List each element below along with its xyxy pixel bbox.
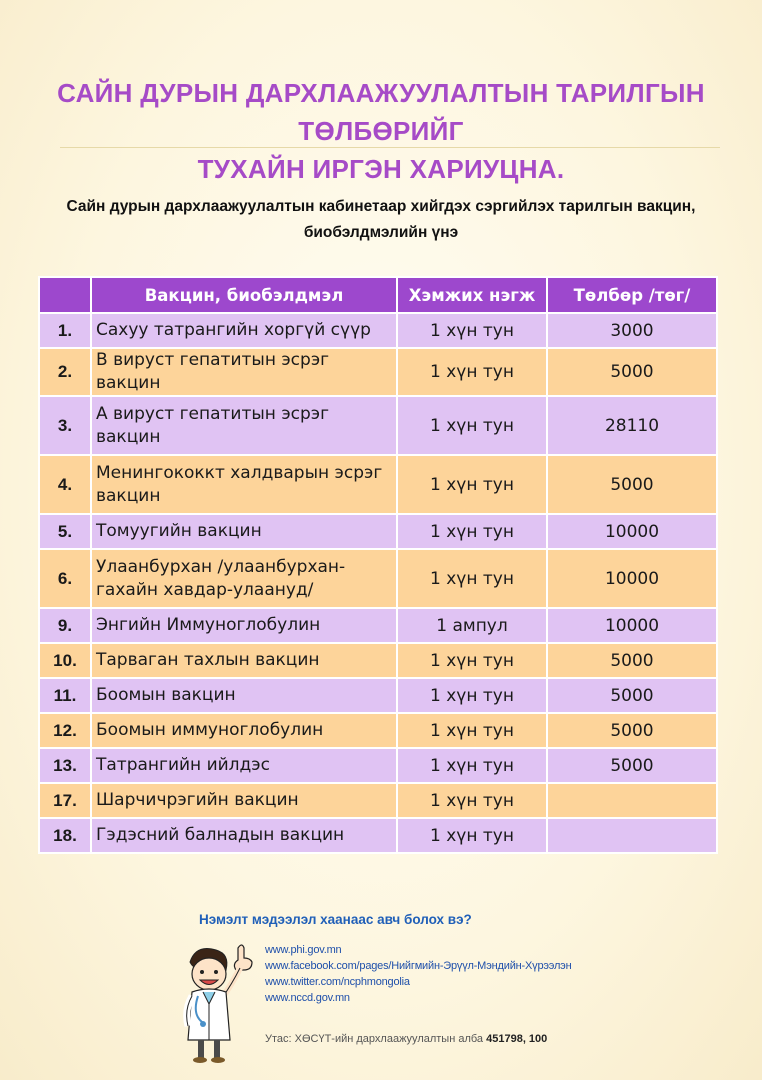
- header-vaccine: Вакцин, биобэлдмэл: [91, 277, 397, 313]
- phone-label: Утас: ХӨСҮТ-ийн дархлаажуулалтын алба: [265, 1033, 484, 1045]
- row-vaccine-name: Улаанбурхан /улаанбурхан-гахайн хавдар-улаануд/: [91, 549, 397, 608]
- info-links: [265, 942, 571, 1006]
- table-row: [39, 643, 717, 678]
- row-number: 4.: [39, 455, 91, 514]
- row-price: 5000: [547, 678, 717, 713]
- row-vaccine-name: Боомын вакцин: [91, 678, 397, 713]
- row-price: [547, 818, 717, 853]
- row-number: 6.: [39, 549, 91, 608]
- row-unit: 1 ампул: [397, 608, 547, 643]
- row-vaccine-name: Сахуу татрангийн хоргүй сүүр: [91, 313, 397, 348]
- row-vaccine-name: А вируст гепатитын эсрэг вакцин: [91, 396, 397, 455]
- doctor-illustration-icon: [172, 940, 264, 1066]
- row-vaccine-name: Татрангийн ийлдэс: [91, 748, 397, 783]
- row-price: 5000: [547, 643, 717, 678]
- row-unit: 1 хүн тун: [397, 313, 547, 348]
- row-unit: 1 хүн тун: [397, 549, 547, 608]
- row-number: 12.: [39, 713, 91, 748]
- phone-number: 451798, 100: [486, 1033, 548, 1045]
- header-unit: Хэмжих нэгж: [397, 277, 547, 313]
- row-vaccine-name: Боомын иммуноглобулин: [91, 713, 397, 748]
- header-number: [39, 277, 91, 313]
- link-twitter[interactable]: www.twitter.com/ncphmongolia: [265, 976, 410, 988]
- row-number: 9.: [39, 608, 91, 643]
- row-price: 10000: [547, 549, 717, 608]
- row-unit: 1 хүн тун: [397, 748, 547, 783]
- row-unit: 1 хүн тун: [397, 348, 547, 396]
- row-vaccine-name: Менингококкт халдварын эсрэг вакцин: [91, 455, 397, 514]
- table-row: [39, 678, 717, 713]
- row-number: 3.: [39, 396, 91, 455]
- vaccine-price-table: [38, 276, 718, 854]
- table-row: [39, 783, 717, 818]
- link-phi[interactable]: www.phi.gov.mn: [265, 944, 342, 956]
- row-number: 18.: [39, 818, 91, 853]
- row-unit: 1 хүн тун: [397, 455, 547, 514]
- header-price: Төлбөр /төг/: [547, 277, 717, 313]
- row-price: 10000: [547, 608, 717, 643]
- table-caption: [40, 194, 722, 246]
- row-unit: 1 хүн тун: [397, 678, 547, 713]
- title-line-1: САЙН ДУРЫН ДАРХЛААЖУУЛАЛТЫН ТАРИЛГЫН ТӨЛБӨРИЙГ: [57, 78, 705, 146]
- table-row: [39, 549, 717, 608]
- title-divider: [60, 147, 720, 148]
- link-facebook[interactable]: www.facebook.com/pages/Нийгмийн-Эрүүл-Мэндийн-Хүрээлэн: [265, 960, 572, 972]
- table-header-row: [39, 277, 717, 313]
- row-unit: 1 хүн тун: [397, 783, 547, 818]
- row-price: 5000: [547, 455, 717, 514]
- row-vaccine-name: Томуугийн вакцин: [91, 514, 397, 549]
- row-vaccine-name: Тарваган тахлын вакцин: [91, 643, 397, 678]
- more-info-title: Нэмэлт мэдээлэл хаанаас авч болох вэ?: [199, 912, 472, 927]
- row-vaccine-name: Гэдэсний балнадын вакцин: [91, 818, 397, 853]
- row-number: 1.: [39, 313, 91, 348]
- row-price: 28110: [547, 396, 717, 455]
- row-number: 5.: [39, 514, 91, 549]
- row-price: 5000: [547, 348, 717, 396]
- table-row: [39, 608, 717, 643]
- row-unit: 1 хүн тун: [397, 396, 547, 455]
- table-row: [39, 313, 717, 348]
- page-title: [0, 74, 762, 188]
- row-unit: 1 хүн тун: [397, 818, 547, 853]
- row-unit: 1 хүн тун: [397, 643, 547, 678]
- caption-line-2: биобэлдмэлийн үнэ: [303, 224, 459, 241]
- table-row: [39, 514, 717, 549]
- row-number: 17.: [39, 783, 91, 818]
- row-unit: 1 хүн тун: [397, 713, 547, 748]
- row-vaccine-name: Энгийн Иммуноглобулин: [91, 608, 397, 643]
- row-price: 5000: [547, 713, 717, 748]
- table-row: [39, 748, 717, 783]
- caption-line-1: Сайн дурын дархлаажуулалтын кабинетаар хийгдэх сэргийлэх тарилгын вакцин,: [66, 198, 696, 215]
- row-number: 2.: [39, 348, 91, 396]
- table-row: [39, 455, 717, 514]
- row-price: 3000: [547, 313, 717, 348]
- row-number: 13.: [39, 748, 91, 783]
- table-row: [39, 713, 717, 748]
- phone-line: [265, 1033, 547, 1045]
- row-vaccine-name: В вируст гепатитын эсрэг вакцин: [91, 348, 397, 396]
- table-row: [39, 348, 717, 396]
- row-price: [547, 783, 717, 818]
- row-number: 11.: [39, 678, 91, 713]
- table-row: [39, 396, 717, 455]
- row-vaccine-name: Шарчичрэгийн вакцин: [91, 783, 397, 818]
- title-line-2: ТУХАЙН ИРГЭН ХАРИУЦНА.: [197, 154, 565, 184]
- link-nccd[interactable]: www.nccd.gov.mn: [265, 992, 350, 1004]
- row-price: 5000: [547, 748, 717, 783]
- table-row: [39, 818, 717, 853]
- row-number: 10.: [39, 643, 91, 678]
- row-price: 10000: [547, 514, 717, 549]
- row-unit: 1 хүн тун: [397, 514, 547, 549]
